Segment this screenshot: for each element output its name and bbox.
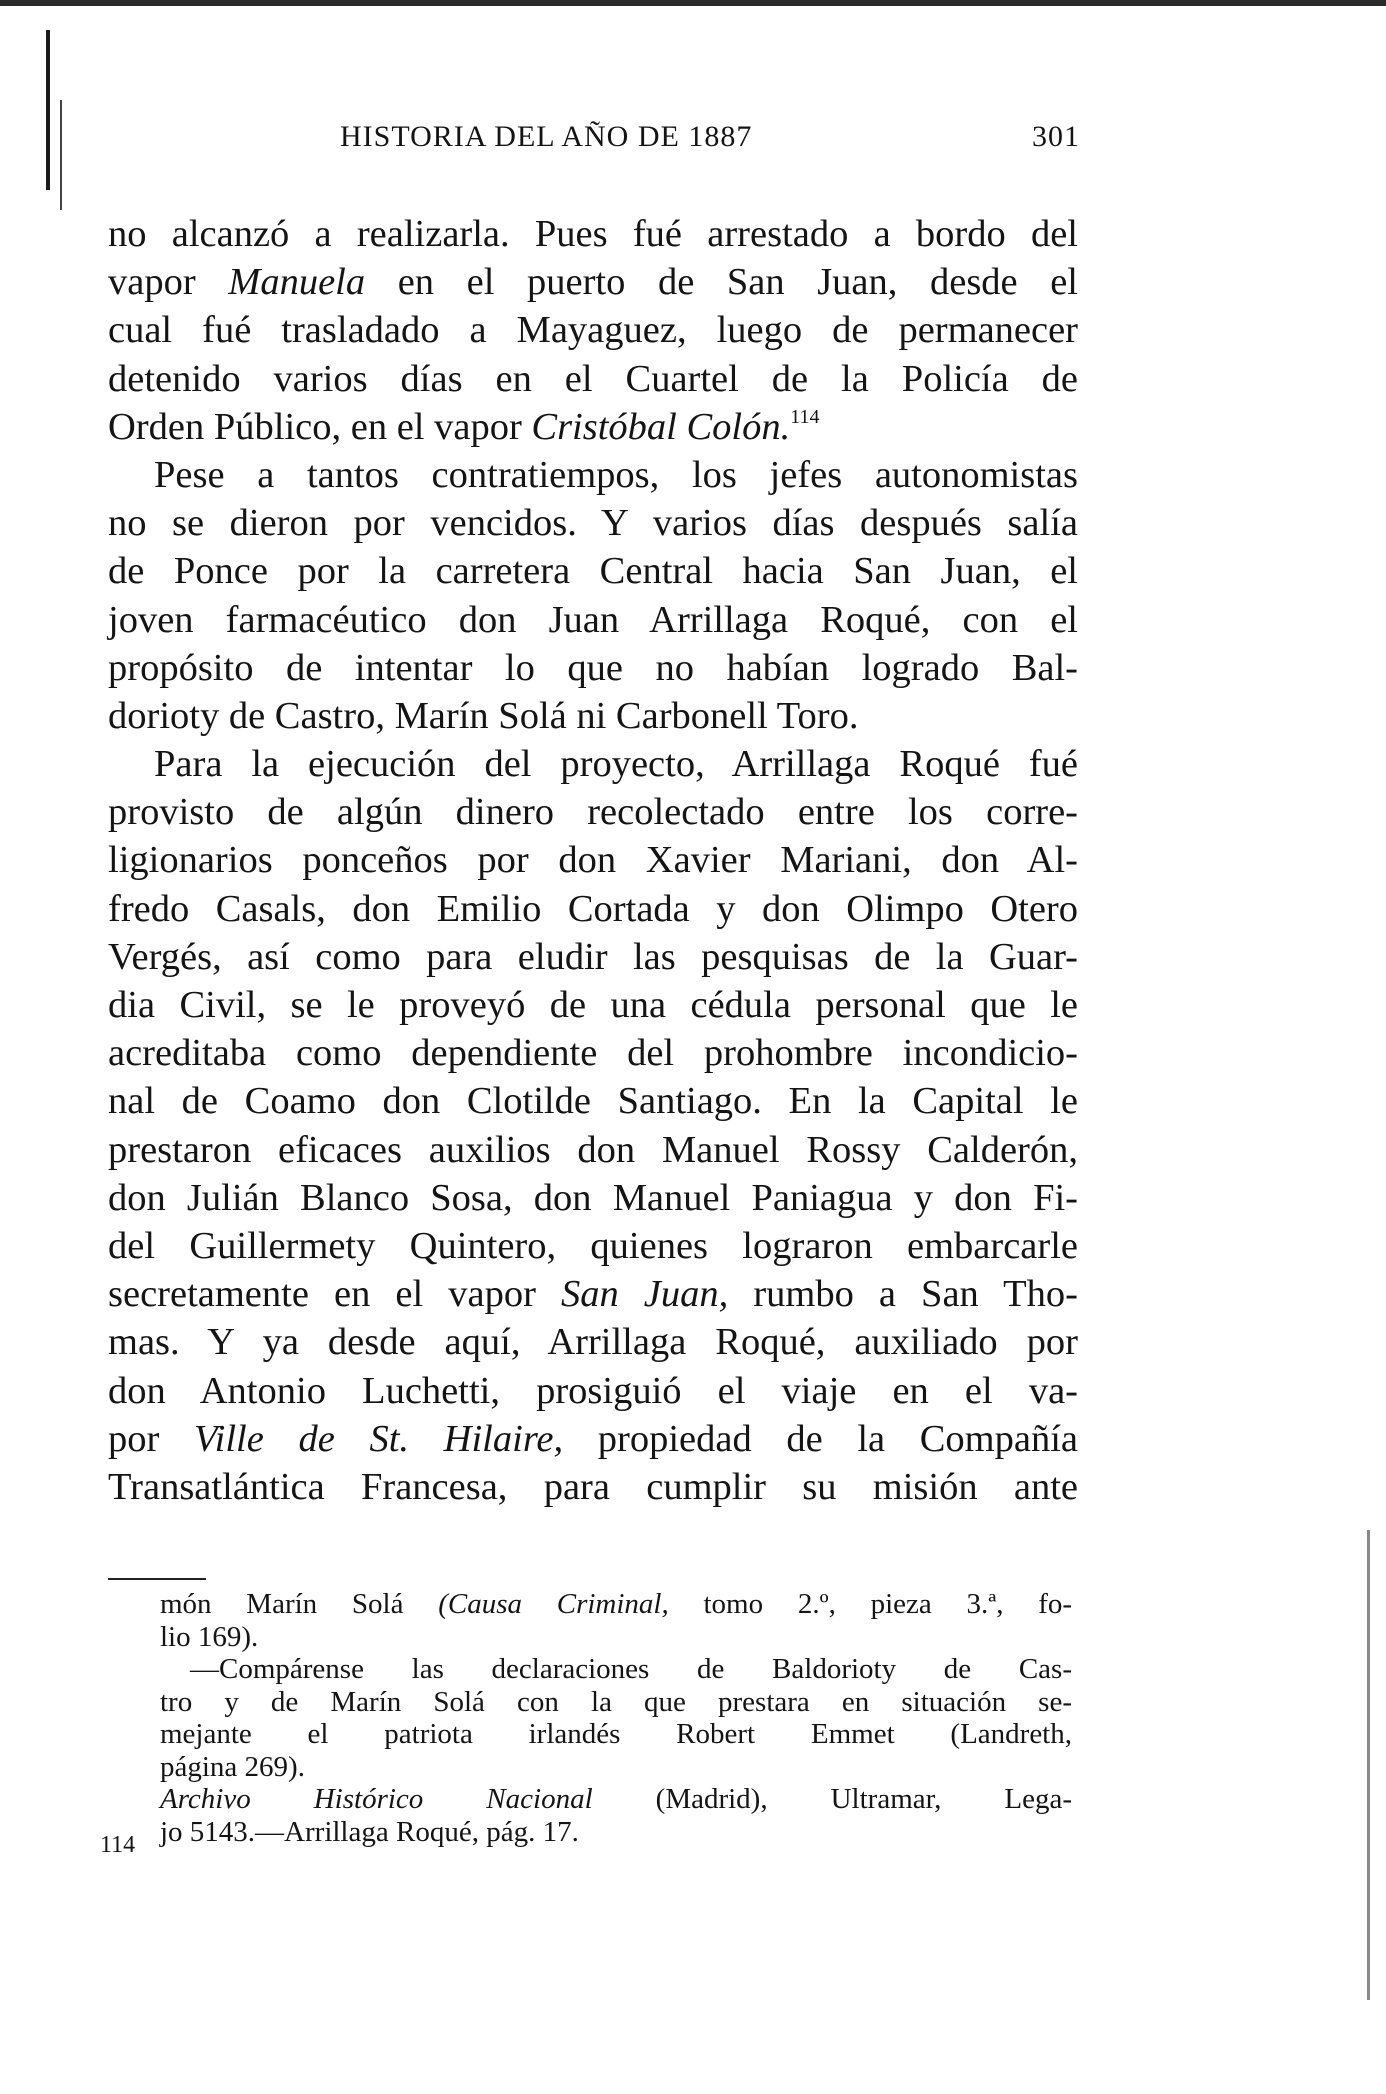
body-line-6: Pese a tantos contratiempos, los jefes autonomistas [154, 453, 1078, 496]
body-line-26: por Ville de St. Hilaire, propiedad de la Compañía [108, 1417, 1079, 1460]
body-line-7: no se dieron por vencidos. Y varios días después salía [108, 502, 1078, 545]
body-text [108, 210, 1078, 1511]
body-line-22: del Guillermety Quintero, quienes lograron embarcarle [108, 1224, 1078, 1267]
footnote-reference: 114 [790, 405, 820, 428]
ship-name-ville-de-st-hilaire: Ville de St. Hilaire, [193, 1417, 564, 1460]
body-line-14: ligionarios ponceños por don Xavier Mariani, don Al- [108, 839, 1078, 882]
body-line-15: fredo Casals, don Emilio Cortada y don Olimpo Otero [108, 887, 1078, 930]
body-line-13: provisto de algún dinero recolectado entre los corre- [108, 791, 1078, 834]
body-line-5: Orden Público, en el vapor Cristóbal Colón.$^{114}$ [108, 405, 820, 448]
footnote-line-2: lio 169). [160, 1620, 259, 1653]
footnote-line-5: mejante el patriota irlandés Robert Emmet (Landreth, [160, 1718, 1072, 1750]
body-line-12: Para la ejecución del proyecto, Arrillaga Roqué fué [154, 743, 1078, 786]
body-line-25: don Antonio Luchetti, prosiguió el viaje en el va- [108, 1369, 1078, 1412]
footnote-line-3: —Compárense las declaraciones de Baldorioty de Cas- [190, 1653, 1072, 1685]
ship-name-san-juan: San Juan, [560, 1273, 729, 1316]
body-line-17: dia Civil, se le proveyó de una cédula personal que le [108, 984, 1078, 1026]
ship-name-cristobal-colon: Cristóbal Colón. [531, 405, 791, 448]
scan-edge-top [0, 0, 1386, 6]
page-header [340, 120, 1080, 168]
scan-edge-right [1367, 1530, 1370, 2000]
footnote-line-4: tro y de Marín Solá con la que prestara en situación se- [160, 1685, 1072, 1718]
scan-edge-left [46, 30, 50, 190]
body-line-23: secretamente en el vapor San Juan, rumbo a San Tho- [108, 1273, 1078, 1316]
footnotes [160, 1588, 1072, 1848]
body-line-1: no alcanzó a realizarla. Pues fué arrestado a bordo del [108, 213, 1078, 255]
body-line-24: mas. Y ya desde aquí, Arrillaga Roqué, auxiliado por [108, 1321, 1078, 1364]
archivo-title: Archivo Histórico Nacional [160, 1783, 593, 1815]
ship-name-manuela: Manuela [228, 261, 366, 304]
footnote-line-8: jo 5143.—Arrillaga Roqué, pág. 17. [160, 1815, 579, 1848]
body-line-3: cual fué trasladado a Mayaguez, luego de permanecer [108, 309, 1078, 352]
body-line-10: propósito de intentar lo que no habían logrado Bal- [108, 646, 1078, 689]
body-line-16: Vergés, así como para eludir las pesquisas de la Guar- [108, 935, 1078, 978]
body-line-27: Transatlántica Francesa, para cumplir su misión ante [108, 1465, 1078, 1508]
body-line-18: acreditaba como dependiente del prohombre incondicio- [108, 1032, 1078, 1075]
body-line-11: dorioty de Castro, Marín Solá ni Carbonell Toro. [108, 694, 859, 737]
body-line-9: joven farmacéutico don Juan Arrillaga Roqué, con el [108, 598, 1078, 641]
footnote-line-1: món Marín Solá (Causa Criminal, tomo 2.º, pieza 3.ª, fo- [160, 1588, 1073, 1620]
body-line-4: detenido varios días en el Cuartel de la Policía de [108, 357, 1078, 400]
running-head: HISTORIA DEL AÑO DE 1887 [340, 120, 753, 153]
footnote-line-6: página 269). [160, 1750, 305, 1783]
page-number: 301 [1032, 120, 1080, 153]
scan-edge-left-thin [60, 100, 62, 210]
body-line-19: nal de Coamo don Clotilde Santiago. En la Capital le [108, 1080, 1078, 1123]
body-line-20: prestaron eficaces auxilios don Manuel Rossy Calderón, [108, 1128, 1078, 1171]
body-line-21: don Julián Blanco Sosa, don Manuel Paniagua y don Fi- [108, 1176, 1078, 1219]
causa-criminal-title: (Causa Criminal, [438, 1588, 669, 1620]
footnote-marker: 114 [100, 1832, 136, 1858]
footnote-divider [108, 1578, 206, 1580]
footnote-line-7: Archivo Histórico Nacional (Madrid), Ultramar, Lega- [160, 1783, 1072, 1815]
body-line-8: de Ponce por la carretera Central hacia San Juan, el [108, 550, 1078, 593]
body-line-2: vapor Manuela en el puerto de San Juan, desde el [108, 261, 1079, 304]
